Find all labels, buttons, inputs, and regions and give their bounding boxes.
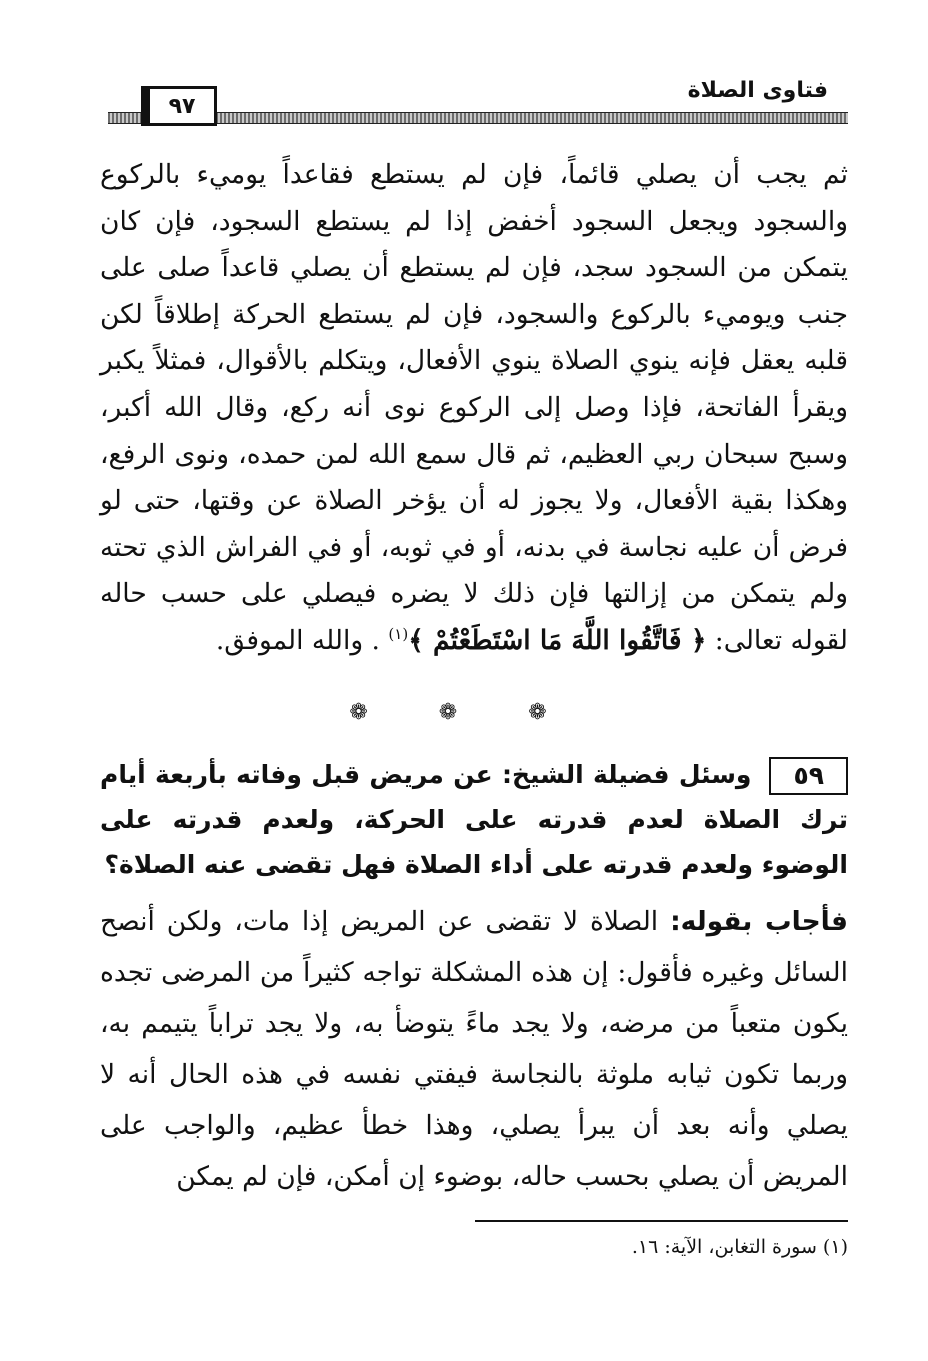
running-header-title: فتاوى الصلاة <box>687 78 828 103</box>
page-number: ٩٧ <box>168 93 196 119</box>
body-text <box>100 152 848 665</box>
footnote: (١) سورة التغابن، الآية: ١٦. <box>631 1236 848 1258</box>
answer-block <box>100 896 848 1202</box>
body-paragraph <box>100 152 848 665</box>
footnote-rule <box>475 1220 848 1222</box>
body-text-before-verse: ثم يجب أن يصلي قائماً، فإن لم يستطع فقاعداً يوميء بالركوع والسجود ويجعل السجود أخفض إذا لم يستطع السجود، فإن كان يتمكن من السجود سجد، فإن لم يستطع أن يصلي قاعداً صلى على جنب ويوميء بالركوع والسجود، فإن لم يستطع الحركة إطلاقاً لكن قلبه يعقل فإنه ينوي الصلاة ينوي الأفعال، ويتكلم بالأقوال، فمثلاً يكبر ويقرأ الفاتحة، فإذا وصل إلى الركوع نوى أنه ركع، وقال الله أكبر، وسبح سبحان ربي العظيم، ثم قال سمع الله لمن حمده، ونوى الرفع، وهكذا بقية الأفعال، ولا يجوز له أن يؤخر الصلاة عن وقتها، حتى لو فرض أن عليه نجاسة في بدنه، أو في ثوبه، أو في الفراش الذي تحته ولم يتمكن من إزالتها فإن ذلك لا يضره فيصلي على حسب حاله لقوله تعالى: <box>100 159 848 656</box>
question-text: وسئل فضيلة الشيخ: عن مريض قبل وفاته بأربعة أيام ترك الصلاة لعدم قدرته على الحركة، ولعدم قدرته على الوضوء ولعدم قدرته على أداء الصلاة فهل تقضى عنه الصلاة؟ <box>100 760 848 879</box>
quran-verse: ﴿ فَاتَّقُوا اللَّهَ مَا اسْتَطَعْتُمْ ﴾ <box>408 624 707 656</box>
question-block <box>100 752 848 887</box>
body-text-after-verse: . والله الموفق. <box>215 624 380 656</box>
question-number: ٥٩ <box>769 757 848 795</box>
answer-label: فأجاب بقوله: <box>670 906 848 937</box>
header-rule <box>108 112 848 124</box>
page-number-box <box>147 86 217 126</box>
section-separator: ❁ ❁ ❁ <box>349 700 579 725</box>
answer-text: الصلاة لا تقضى عن المريض إذا مات، ولكن أنصح السائل وغيره فأقول: إن هذه المشكلة تواجه كثيراً من المرضى تجده يكون متعباً من مرضه، ولا يجد ماءً يتوضأ به، ولا يجد تراباً يتيمم به، وربما تكون ثيابه ملوثة بالنجاسة فيفتي نفسه في هذه الحال أنه لا يصلي وأنه بعد أن يبرأ يصلي، وهذا خطأ عظيم، والواجب على المريض أن يصلي بحسب حاله، بوضوء إن أمكن، فإن لم يمكن <box>100 906 848 1192</box>
footnote-reference: (١) <box>388 625 409 644</box>
answer-paragraph <box>100 896 848 1202</box>
